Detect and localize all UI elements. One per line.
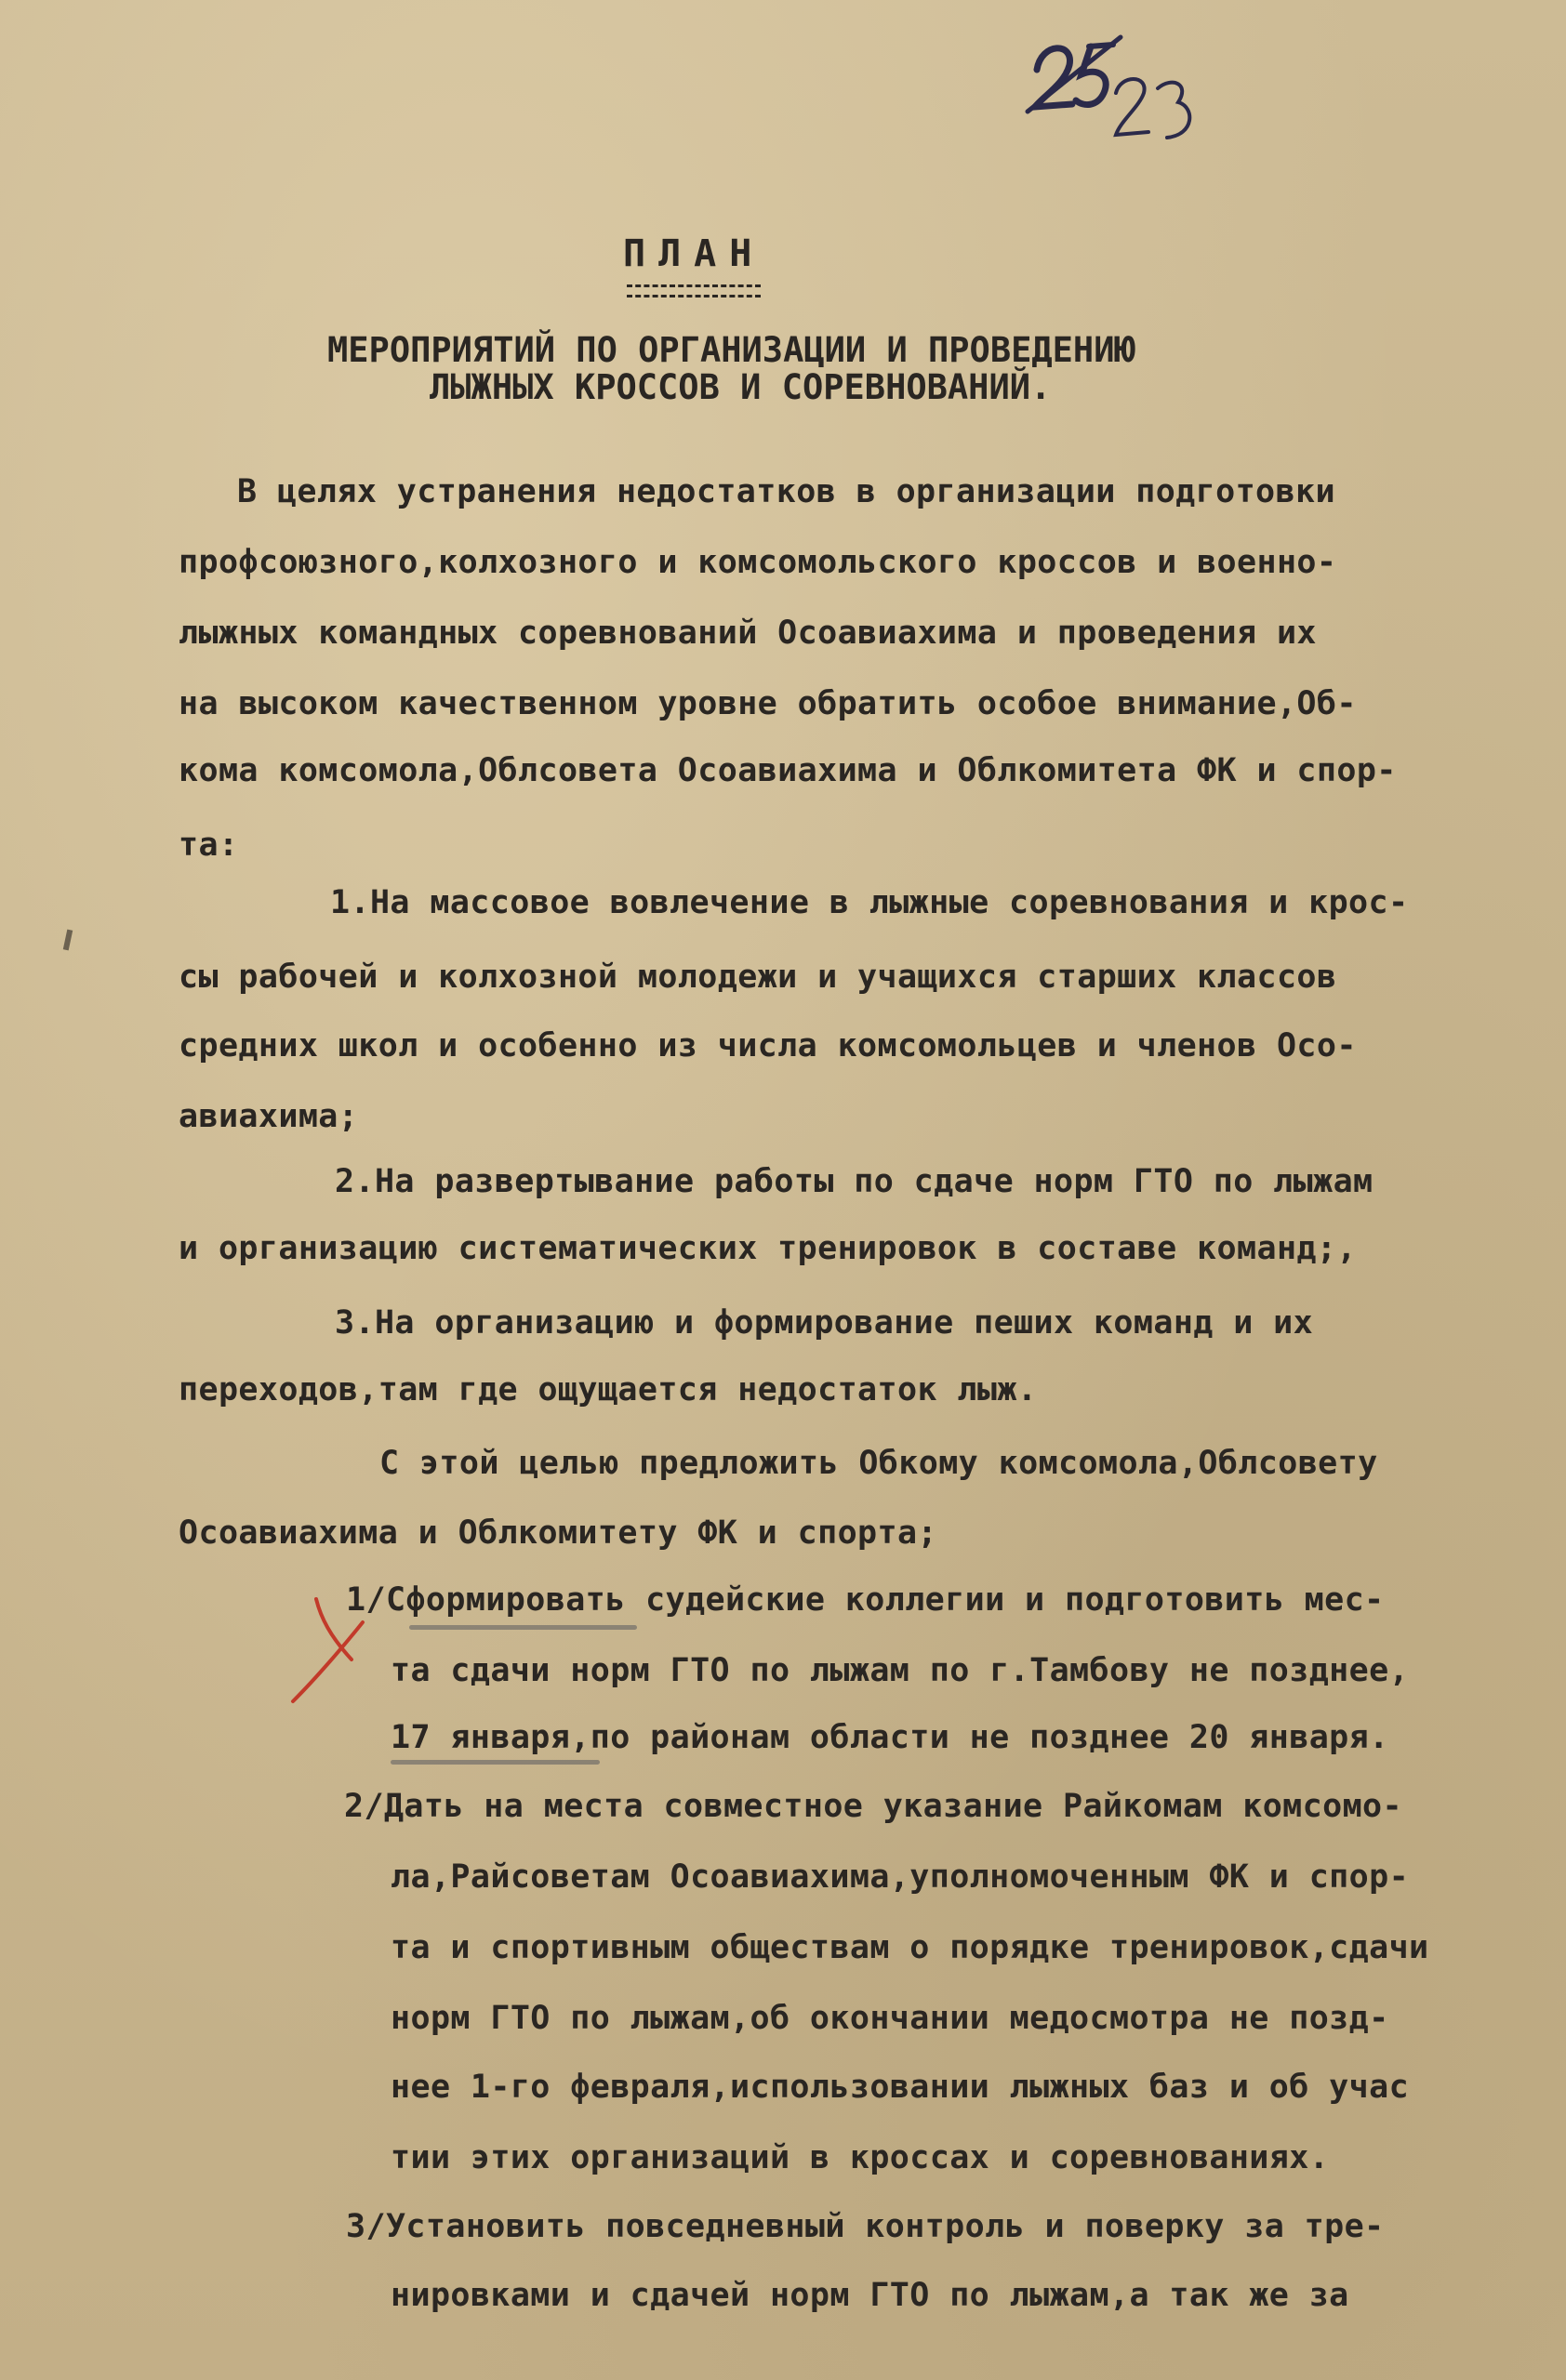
body-line: 1.На массовое вовлечение в лыжные соревнования и крос- <box>330 884 1409 921</box>
body-line: профсоюзного,колхозного и комсомольского кроссов и военно- <box>179 544 1337 581</box>
body-line: 2/Дать на места совместное указание Райкомам комсомо- <box>344 1788 1403 1825</box>
body-line: на высоком качественном уровне обратить особое внимание,Об- <box>179 685 1357 722</box>
document-title: ПЛАН <box>623 232 765 275</box>
body-line: 3/Установить повседневный контроль и поверку за тре- <box>346 2208 1385 2245</box>
body-line: 2.На развертывание работы по сдаче норм ГТО по лыжам <box>335 1163 1374 1200</box>
body-line: ла,Райсоветам Осоавиахима,уполномоченным ФК и спор- <box>391 1858 1410 1896</box>
title-underline <box>627 284 761 298</box>
body-line: средних школ и особенно из числа комсомольцев и членов Осо- <box>179 1027 1357 1064</box>
margin-tick-mark <box>63 930 73 951</box>
body-line: авиахима; <box>179 1098 359 1135</box>
body-line: норм ГТО по лыжам,об окончании медосмотра не позд- <box>391 2000 1389 2037</box>
body-line: 3.На организацию и формирование пеших команд и их <box>335 1304 1314 1342</box>
body-line: сы рабочей и колхозной молодежи и учащихся старших классов <box>179 959 1337 996</box>
body-line: нировками и сдачей норм ГТО по лыжам,а так же за <box>391 2277 1349 2314</box>
body-line: С этой целью предложить Обкому комсомола,Облсовету <box>379 1445 1378 1482</box>
body-line: и организацию систематических тренировок в составе команд;, <box>179 1230 1357 1267</box>
pencil-underline <box>409 1625 637 1630</box>
subtitle-line: МЕРОПРИЯТИЙ ПО ОРГАНИЗАЦИИ И ПРОВЕДЕНИЮ <box>327 330 1135 370</box>
body-line: лыжных командных соревнований Осоавиахима и проведения их <box>179 615 1317 652</box>
pencil-underline <box>391 1760 600 1765</box>
body-line: 17 января,по районам области не позднее 20 января. <box>391 1719 1389 1756</box>
body-line: та: <box>179 826 239 864</box>
body-line: тии этих организаций в кроссах и соревнованиях. <box>391 2139 1330 2176</box>
handwritten-page-number <box>1018 19 1204 158</box>
subtitle-line: ЛЫЖНЫХ КРОССОВ И СОРЕВНОВАНИЙ. <box>430 367 1052 407</box>
body-line: В целях устранения недостатков в организации подготовки <box>237 473 1335 510</box>
body-line: та и спортивным обществам о порядке тренировок,сдачи <box>391 1929 1429 1966</box>
body-line: нее 1-го февраля,использовании лыжных баз и об учас <box>391 2069 1410 2106</box>
body-line: Осоавиахима и Облкомитету ФК и спорта; <box>179 1514 937 1552</box>
body-line: та сдачи норм ГТО по лыжам по г.Тамбову не позднее, <box>391 1652 1410 1689</box>
red-pencil-x-mark <box>279 1590 372 1711</box>
body-line: 1/Сформировать судейские коллегии и подготовить мес- <box>346 1581 1385 1619</box>
body-line: кома комсомола,Облсовета Осоавиахима и Облкомитета ФК и спор- <box>179 752 1397 789</box>
body-line: переходов,там где ощущается недостаток лыж. <box>179 1371 1038 1408</box>
